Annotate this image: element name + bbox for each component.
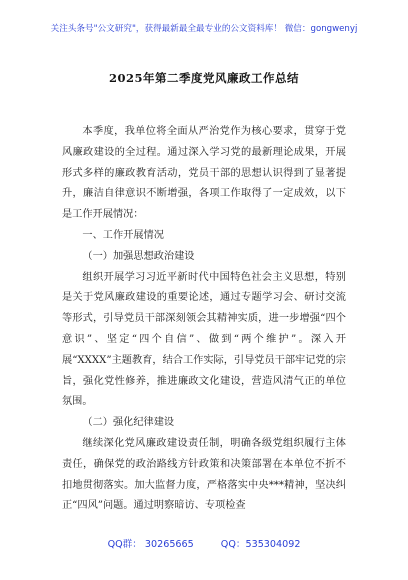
footer-qq-group: QQ群： 30265665 [107, 539, 194, 550]
subsection-heading-1: （一）加强思想政治建设 [82, 250, 195, 262]
intro-paragraph: 本季度，我单位将全面从严治党作为核心要求，贯穿于党风廉政建设的全过程。通过深入学习党的最新理论成果，开展形式多样的廉政教育活动，党员干部的思想认识得到了显著提升，廉洁自律意识不断增强，各项工作取得了一定成效，以下是工作开展情况： [62, 126, 346, 221]
document-body [62, 122, 346, 517]
document-title: 2025年第二季度党风廉政工作总结 [108, 71, 299, 85]
footer-qq-number: QQ：535304092 [220, 539, 301, 550]
section-heading: 一、工作开展情况 [82, 229, 164, 241]
header-banner: 关注头条号"公文研究"，获得最新最全最专业的公文资料库！ 微信：gongwenyj [50, 24, 358, 34]
subsection-heading-2: （二）强化纪律建设 [82, 417, 175, 429]
subsection-body-1: 组织开展学习习近平新时代中国特色社会主义思想，特别是关于党风廉政建设的重要论述，通过专题学习会、研讨交流等形式，引导党员干部深刻领会其精神实质，进一步增强“四个意识”、坚定“四个自信”、做到“两个维护”。深入开展“XXXX”主题教育，结合工作实际，引导党员干部牢记党的宗旨，强化党性修养，推进廉政文化建设，营造风清气正的单位氛围。 [62, 271, 346, 408]
footer-contact [0, 536, 408, 550]
subsection-body-2: 继续深化党风廉政建设责任制，明确各级党组织履行主体责任，确保党的政治路线方针政策和决策部署在本单位不折不扣地贯彻落实。加大监督力度，严格落实中央***精神，坚决纠正“四风”问题。通过明察暗访、专项检查 [62, 437, 346, 512]
